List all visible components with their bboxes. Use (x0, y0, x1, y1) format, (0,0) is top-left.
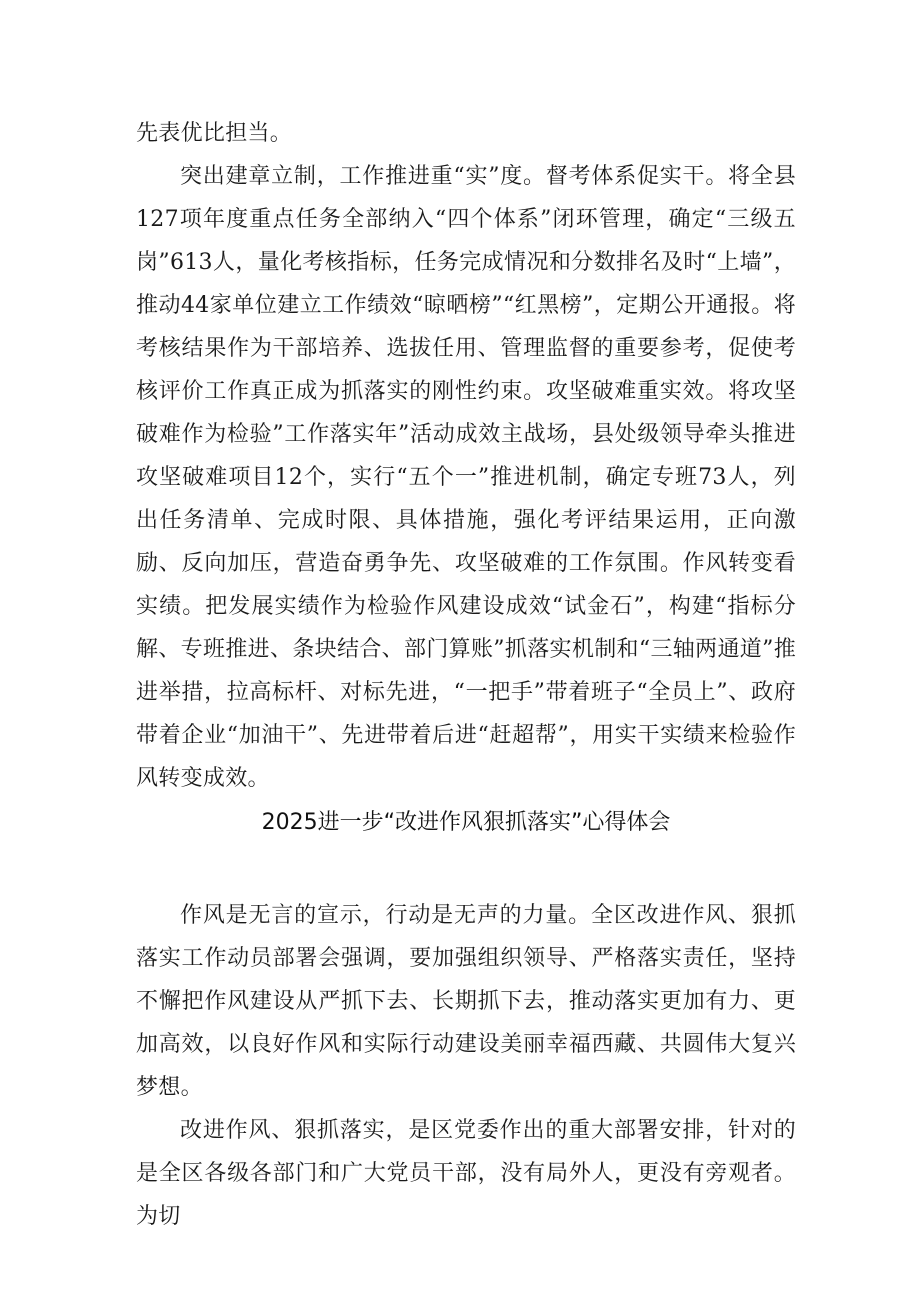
section-one (136, 112, 796, 800)
continuation-text: 先表优比担当。 (136, 121, 293, 146)
paragraph-work-implementation: 突出建章立制，工作推进重“实”度。督考体系促实干。将全县127项年度重点任务全部纳入“四个体系”闭环管理，确定“三级五岗”613人，量化考核指标，任务完成情况和分数排名及时“上墙”，推动44家单位建立工作绩效“晾晒榜”“红黑榜”，定期公开通报。将考核结果作为干部培养、选拔任用、管理监督的重要参考，促使考核评价工作真正成为抓落实的刚性约束。攻坚破难重实效。将攻坚破难作为检验”工作落实年”活动成效主战场，县处级领导牵头推进攻坚破难项目12个，实行“五个一”推进机制，确定专班73人，列出任务清单、完成时限、具体措施，强化考评结果运用，正向激励、反向加压，营造奋勇争先、攻坚破难的工作氛围。作风转变看实绩。把发展实绩作为检验作风建设成效“试金石”，构建“指标分解、专班推进、条块结合、部门算账”抓落实机制和“三轴两通道”推进举措，拉高标杆、对标先进，“一把手”带着班子“全员上”、政府带着企业“加油干”、先进带着后进“赶超帮”，用实干实绩来检验作风转变成效。 (136, 164, 796, 791)
paragraph-deployment: 改进作风、狠抓落实，是区党委作出的重大部署安排，针对的是全区各级各部门和广大党员干部，没有局外人，更没有旁观者。为切 (136, 1118, 796, 1229)
section-two (136, 894, 796, 1238)
article-heading: 2025进一步“改进作风狠抓落实”心得体会 (261, 810, 671, 835)
paragraph-intro: 作风是无言的宣示，行动是无声的力量。全区改进作风、狠抓落实工作动员部署会强调，要加强组织领导、严格落实责任，坚持不懈把作风建设从严抓下去、长期抓下去，推动落实更加有力、更加高效，以良好作风和实际行动建设美丽幸福西藏、共圆伟大复兴梦想。 (136, 903, 796, 1100)
